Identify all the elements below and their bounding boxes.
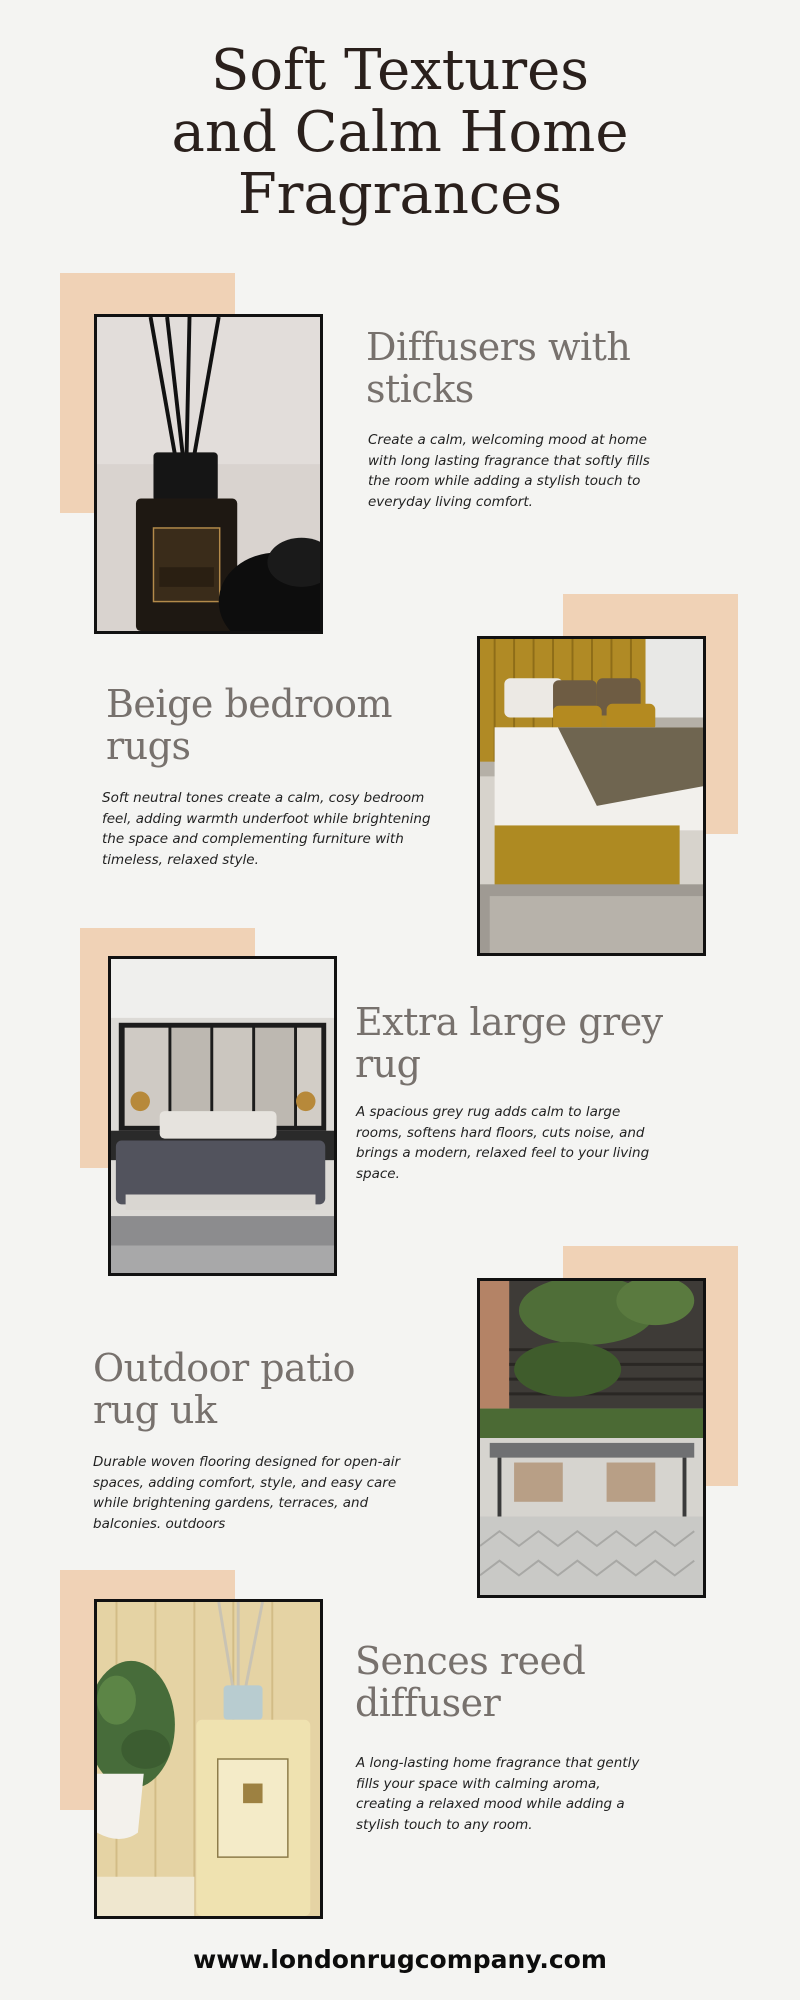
sences-reed-diffuser-photo	[94, 1599, 323, 1919]
cream-diffuser-illustration	[97, 1602, 320, 1916]
beige-bedroom-photo	[477, 636, 706, 956]
section-4-description: Durable woven flooring designed for open-air spaces, adding comfort, style, and easy care while brightening gardens, terraces, and balconies. outdoors	[93, 1454, 401, 1532]
diffuser-sticks-photo	[94, 314, 323, 634]
patio-dining-illustration	[480, 1281, 703, 1595]
section-3-description: A spacious grey rug adds calm to large rooms, softens hard floors, cuts noise, and brings a modern, relaxed feel to your living space.	[356, 1104, 650, 1182]
section-5-heading: Sences reed diffuser	[355, 1639, 586, 1725]
section-4-heading: Outdoor patio rug uk	[93, 1346, 356, 1432]
section-2-heading: Beige bedroom rugs	[106, 682, 393, 768]
outdoor-patio-photo	[477, 1278, 706, 1598]
page-title-line-3: Fragrances	[237, 162, 563, 227]
website-link[interactable]: www.londonrugcompany.com	[193, 1945, 607, 1974]
section-2-description: Soft neutral tones create a calm, cosy bedroom feel, adding warmth underfoot while brightening the space and complementing furniture with timeless, relaxed style.	[102, 790, 431, 868]
diffuser-bottle-illustration	[97, 317, 320, 631]
page-title	[0, 40, 800, 226]
page-title-line-1: Soft Textures	[210, 38, 590, 103]
mustard-bed-illustration	[480, 639, 703, 953]
section-1-heading: Diffusers with sticks	[366, 325, 631, 411]
grey-rug-bedroom-photo	[108, 956, 337, 1276]
grey-rug-bedroom-illustration	[111, 959, 334, 1273]
section-3-heading: Extra large grey rug	[355, 1000, 663, 1086]
section-1-description: Create a calm, welcoming mood at home with long lasting fragrance that softly fills the room while adding a stylish touch to everyday living comfort.	[368, 432, 650, 510]
section-5-description: A long-lasting home fragrance that gently fills your space with calming aroma, creating a relaxed mood while adding a stylish touch to any room.	[356, 1755, 640, 1833]
page-title-line-2: and Calm Home	[171, 100, 629, 165]
